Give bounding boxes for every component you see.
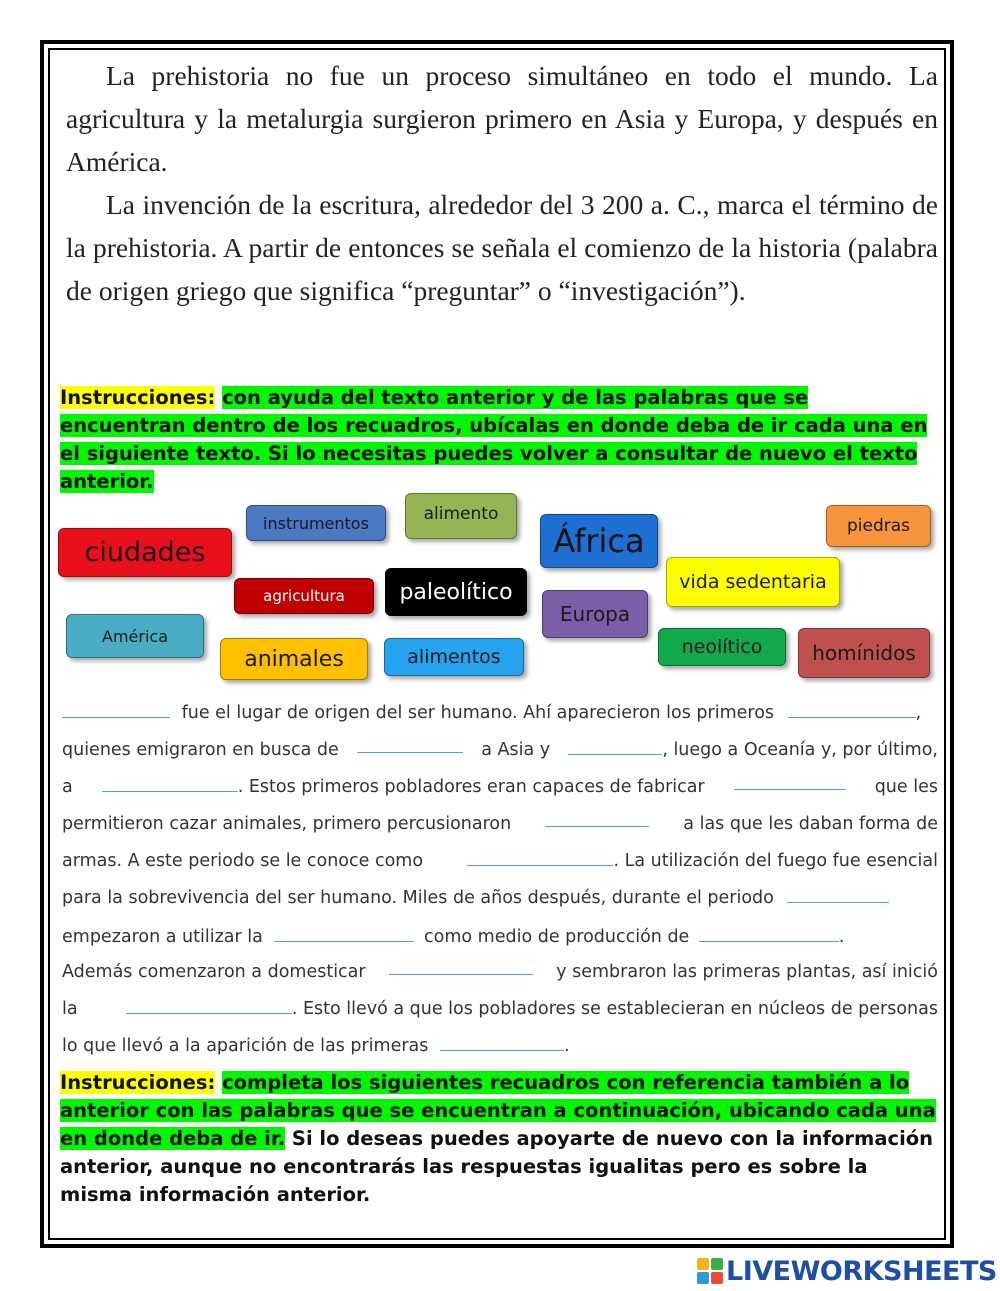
reading-passage — [66, 54, 938, 312]
blank-10[interactable] — [274, 926, 414, 942]
cloze-text: . — [838, 927, 845, 947]
cloze-text: a Asia y — [481, 740, 551, 760]
blank-14[interactable] — [440, 1035, 564, 1051]
blank-6[interactable] — [734, 774, 846, 790]
liveworksheets-logo[interactable] — [697, 1255, 997, 1287]
cloze-text: , — [915, 703, 922, 723]
cloze-text: a — [62, 777, 73, 797]
instructions-2-highlighted: completa los siguientes recuadros con referencia también a lo anterior con las palabras que se encuentran a continuación, ubicando cada una en donde deba de ir. — [60, 1071, 936, 1150]
cloze-text: armas. A este periodo se le conoce como — [62, 851, 424, 871]
word-chip-neolitico[interactable]: neolítico — [658, 628, 786, 666]
cloze-text: permitieron cazar animales, primero percusionaron — [62, 814, 512, 834]
word-chip-hominidos[interactable]: homínidos — [798, 628, 930, 678]
word-chip-animales[interactable]: animales — [220, 638, 368, 680]
blank-13[interactable] — [126, 998, 292, 1014]
cloze-text: . Esto llevó a que los pobladores se establecieran en núcleos de personas — [291, 999, 938, 1019]
instructions-2-plain: Si lo deseas puedes apoyarte de nuevo con la información anterior, aunque no encontrarás las respuestas igualitas pero es sobre la misma información anterior. — [60, 1127, 934, 1206]
cloze-line-4 — [62, 811, 938, 837]
blank-1[interactable] — [62, 702, 170, 718]
reading-paragraph-2: La invención de la escritura, alrededor del 3 200 a. C., marca el término de la prehistoria. A partir de entonces se señala el comienzo de la historia (palabra de origen griego que significa “preguntar” o “investigación”). — [66, 189, 938, 306]
blank-5[interactable] — [102, 776, 238, 792]
word-chip-alimento[interactable]: alimento — [405, 493, 517, 539]
cloze-text: fue el lugar de origen del ser humano. Ahí aparecieron los primeros — [181, 703, 775, 723]
cloze-text: . — [563, 1036, 570, 1056]
cloze-text: como medio de producción de — [424, 927, 690, 947]
instructions-2-label: Instrucciones: — [60, 1071, 216, 1094]
word-chip-vida-sedentaria[interactable]: vida sedentaria — [666, 557, 840, 607]
blank-9[interactable] — [787, 887, 889, 903]
cloze-line-8 — [62, 959, 938, 985]
word-chip-alimentos[interactable]: alimentos — [384, 638, 524, 676]
blank-7[interactable] — [545, 811, 649, 827]
cloze-line-3 — [62, 774, 938, 800]
cloze-line-1 — [62, 700, 938, 726]
word-chip-america[interactable]: América — [66, 614, 204, 658]
instructions-1 — [60, 384, 940, 496]
liveworksheets-logo-icon — [697, 1258, 723, 1284]
reading-paragraph-1: La prehistoria no fue un proceso simultáneo en todo el mundo. La agricultura y la metalurgia surgieron primero en Asia y Europa, y después en América. — [66, 60, 938, 177]
instructions-2 — [60, 1069, 940, 1209]
word-chip-agricultura[interactable]: agricultura — [234, 578, 374, 614]
blank-11[interactable] — [699, 926, 839, 942]
cloze-text: , luego a Oceanía y, por último, — [662, 740, 938, 760]
cloze-text: que les — [874, 777, 938, 797]
instructions-1-label: Instrucciones: — [60, 386, 216, 409]
blank-2[interactable] — [788, 702, 916, 718]
blank-12[interactable] — [389, 959, 533, 975]
cloze-text: a las que les daban forma de — [683, 814, 938, 834]
word-chip-europa[interactable]: Europa — [542, 590, 648, 638]
instructions-1-text: con ayuda del texto anterior y de las palabras que se encuentran dentro de los recuadros, ubícalas en donde deba de ir cada una en el siguiente texto. Si lo necesitas puedes volver a consultar de nuevo el texto anterior. — [60, 386, 928, 493]
cloze-text: la — [62, 999, 78, 1019]
cloze-text: y sembraron las primeras plantas, así inició — [556, 962, 938, 982]
logo-text: LIVEWORKSHEETS — [726, 1255, 997, 1287]
word-chip-paleolitico[interactable]: paleolítico — [385, 568, 527, 616]
blank-4[interactable] — [568, 739, 662, 755]
word-chip-ciudades[interactable]: ciudades — [58, 528, 232, 577]
cloze-text: . Estos primeros pobladores eran capaces de fabricar — [237, 777, 705, 797]
cloze-line-9 — [62, 996, 938, 1022]
cloze-text: lo que llevó a la aparición de las primeras — [62, 1036, 429, 1056]
word-chip-africa[interactable]: África — [540, 514, 658, 568]
word-chip-instrumentos[interactable]: instrumentos — [246, 505, 386, 541]
blank-3[interactable] — [357, 737, 463, 753]
cloze-text: empezaron a utilizar la — [62, 927, 263, 947]
blank-8[interactable] — [467, 850, 613, 866]
cloze-text: quienes emigraron en busca de — [62, 740, 339, 760]
cloze-text: . La utilización del fuego fue esencial — [613, 851, 938, 871]
cloze-line-6 — [62, 885, 938, 911]
cloze-line-7 — [62, 924, 938, 950]
cloze-text: Además comenzaron a domesticar — [62, 962, 366, 982]
cloze-line-10 — [62, 1033, 938, 1059]
cloze-text: para la sobrevivencia del ser humano. Miles de años después, durante el periodo — [62, 888, 774, 908]
cloze-line-2 — [62, 737, 938, 763]
cloze-line-5 — [62, 848, 938, 874]
word-chip-piedras[interactable]: piedras — [826, 505, 931, 547]
